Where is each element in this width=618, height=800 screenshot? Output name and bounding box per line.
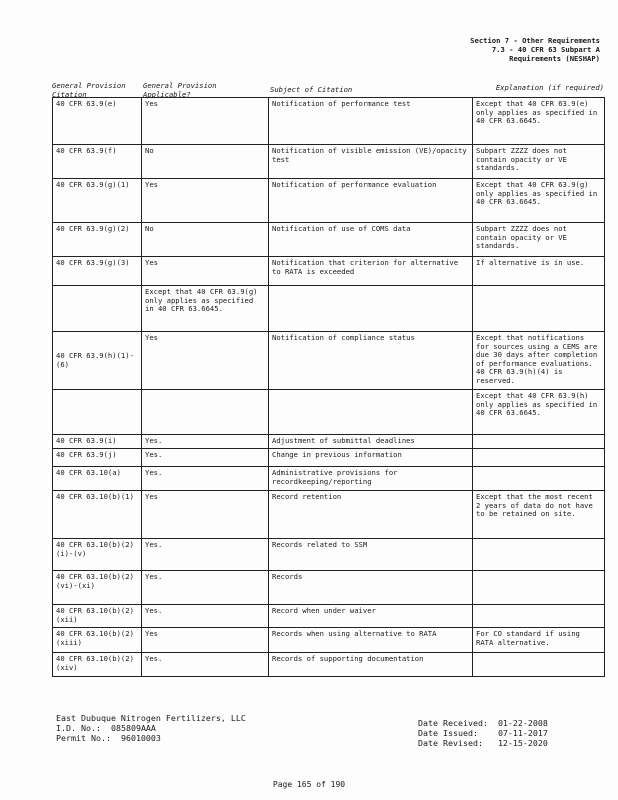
table-row — [53, 539, 605, 571]
explanation-cell: Except that the most recent 2 years of data do not have to be retained on site. — [473, 491, 605, 539]
applicable-cell: Yes. — [142, 449, 269, 467]
table-row — [53, 653, 605, 677]
citation-cell: 40 CFR 63.9(g)(3) — [53, 257, 142, 286]
citation-cell: 40 CFR 63.9(g)(1) — [53, 179, 142, 223]
citation-cell: 40 CFR 63.9(i) — [53, 435, 142, 449]
explanation-cell: Except that 40 CFR 63.9(e) only applies as specified in 40 CFR 63.6645. — [473, 98, 605, 145]
subject-cell: Adjustment of submittal deadlines — [269, 435, 473, 449]
applicable-cell: Yes — [142, 179, 269, 223]
explanation-cell — [473, 653, 605, 677]
date-received-label: Date Received: — [418, 718, 488, 728]
date-revised-value: 12-15-2020 — [497, 738, 548, 748]
subject-cell: Notification that criterion for alternative to RATA is exceeded — [269, 257, 473, 286]
applicable-note-cell: Except that 40 CFR 63.9(g) only applies as specified in 40 CFR 63.6645. — [142, 286, 269, 332]
applicable-cell: Yes. — [142, 653, 269, 677]
citation-cell: 40 CFR 63.10(b)(2)(xiv) — [53, 653, 142, 677]
applicable-cell: Yes. — [142, 571, 269, 605]
applicable-cell: Yes — [142, 98, 269, 145]
date-issued-label: Date Issued: — [418, 728, 478, 738]
explanation-cell: For CO standard if using RATA alternative. — [473, 628, 605, 653]
subject-cell: Record retention — [269, 491, 473, 539]
subject-cell: Records of supporting documentation — [269, 653, 473, 677]
explanation-cell: Subpart ZZZZ does not contain opacity or VE standards. — [473, 223, 605, 257]
table-row — [53, 223, 605, 257]
table-row — [53, 98, 605, 145]
citation-cell: 40 CFR 63.10(b)(2)(xiii) — [53, 628, 142, 653]
subject-cell: Notification of use of COMS data — [269, 223, 473, 257]
facility-info — [56, 713, 246, 743]
id-number-label: I.D. No.: — [56, 723, 101, 733]
explanation-cell — [473, 571, 605, 605]
citation-cell: 40 CFR 63.9(f) — [53, 145, 142, 179]
section-header — [470, 36, 600, 63]
citation-cell: 40 CFR 63.9(h)(1)-(6) — [53, 332, 142, 390]
applicable-cell: Yes. — [142, 539, 269, 571]
explanation-cell — [473, 539, 605, 571]
date-revised-row — [418, 738, 548, 748]
subject-cell: Notification of visible emission (VE)/opacity test — [269, 145, 473, 179]
subject-cell: Administrative provisions for recordkeeping/reporting — [269, 467, 473, 491]
date-received-row — [418, 718, 548, 728]
applicable-cell: No — [142, 223, 269, 257]
applicable-cell: Yes — [142, 491, 269, 539]
applicable-cell: No — [142, 145, 269, 179]
table-row — [53, 257, 605, 286]
table-row — [53, 467, 605, 491]
date-revised-label: Date Revised: — [418, 738, 483, 748]
citation-cell: 40 CFR 63.10(a) — [53, 467, 142, 491]
permit-number-value: 96010003 — [120, 733, 161, 743]
column-header-subject: Subject of Citation — [270, 85, 353, 94]
applicable-cell: Yes — [142, 332, 269, 390]
applicable-cell: Yes. — [142, 605, 269, 628]
id-number-row — [56, 723, 246, 733]
subject-cell: Notification of compliance status — [269, 332, 473, 390]
citation-cell: 40 CFR 63.9(j) — [53, 449, 142, 467]
citation-cell: 40 CFR 63.10(b)(2)(i)-(v) — [53, 539, 142, 571]
explanation-cell — [473, 435, 605, 449]
table-row — [53, 390, 605, 435]
date-issued-row — [418, 728, 548, 738]
subject-cell: Records — [269, 571, 473, 605]
explanation-cell — [473, 449, 605, 467]
explanation-cell: Except that notifications for sources using a CEMS are due 30 days after completion of performance evaluations. 40 CFR 63.9(h)(4) is reserved. — [473, 332, 605, 390]
table-row — [53, 571, 605, 605]
citation-cell: 40 CFR 63.9(g)(2) — [53, 223, 142, 257]
subject-cell: Records related to SSM — [269, 539, 473, 571]
citation-cell: 40 CFR 63.10(b)(2)(xii) — [53, 605, 142, 628]
table-row — [53, 491, 605, 539]
header-line-1: Section 7 - Other Requirements — [470, 36, 600, 45]
table-row — [53, 435, 605, 449]
explanation-cell: If alternative is in use. — [473, 257, 605, 286]
explanation-cell: Except that 40 CFR 63.9(h) only applies as specified in 40 CFR 63.6645. — [473, 390, 605, 435]
page-number: Page 165 of 190 — [272, 780, 346, 789]
date-info — [418, 718, 548, 748]
table-row — [53, 605, 605, 628]
header-line-2: 7.3 - 40 CFR 63 Subpart A — [491, 45, 600, 54]
table-row — [53, 628, 605, 653]
permit-number-label: Permit No.: — [56, 733, 111, 743]
table-row — [53, 332, 605, 390]
applicable-cell: Yes — [142, 628, 269, 653]
explanation-cell — [473, 605, 605, 628]
company-name: East Dubuque Nitrogen Fertilizers, LLC — [56, 713, 246, 723]
column-header-citation: General Provision Citation — [52, 81, 126, 99]
table-row — [53, 179, 605, 223]
citation-cell: 40 CFR 63.9(e) — [53, 98, 142, 145]
subject-cell: Record when under waiver — [269, 605, 473, 628]
citation-cell: 40 CFR 63.10(b)(2)(vi)-(xi) — [53, 571, 142, 605]
subject-cell: Notification of performance evaluation — [269, 179, 473, 223]
applicable-cell: Yes — [142, 257, 269, 286]
provisions-table — [52, 97, 605, 677]
permit-number-row — [56, 733, 246, 743]
applicable-cell: Yes. — [142, 435, 269, 449]
explanation-cell: Except that 40 CFR 63.9(g) only applies as specified in 40 CFR 63.6645. — [473, 179, 605, 223]
subject-cell: Change in previous information — [269, 449, 473, 467]
id-number-value: 085809AAA — [110, 723, 156, 733]
explanation-cell — [473, 467, 605, 491]
column-header-applicable: General Provision Applicable? — [143, 81, 217, 99]
explanation-cell: Subpart ZZZZ does not contain opacity or VE standards. — [473, 145, 605, 179]
table-row — [53, 449, 605, 467]
table-row — [53, 145, 605, 179]
column-header-explanation: Explanation (if required) — [495, 83, 604, 92]
applicable-cell: Yes. — [142, 467, 269, 491]
header-line-3: Requirements (NESHAP) — [509, 54, 600, 63]
citation-cell: 40 CFR 63.10(b)(1) — [53, 491, 142, 539]
table-row — [53, 286, 605, 332]
date-issued-value: 07-11-2017 — [497, 728, 548, 738]
subject-cell: Records when using alternative to RATA — [269, 628, 473, 653]
subject-cell: Notification of performance test — [269, 98, 473, 145]
date-received-value: 01-22-2008 — [497, 718, 548, 728]
